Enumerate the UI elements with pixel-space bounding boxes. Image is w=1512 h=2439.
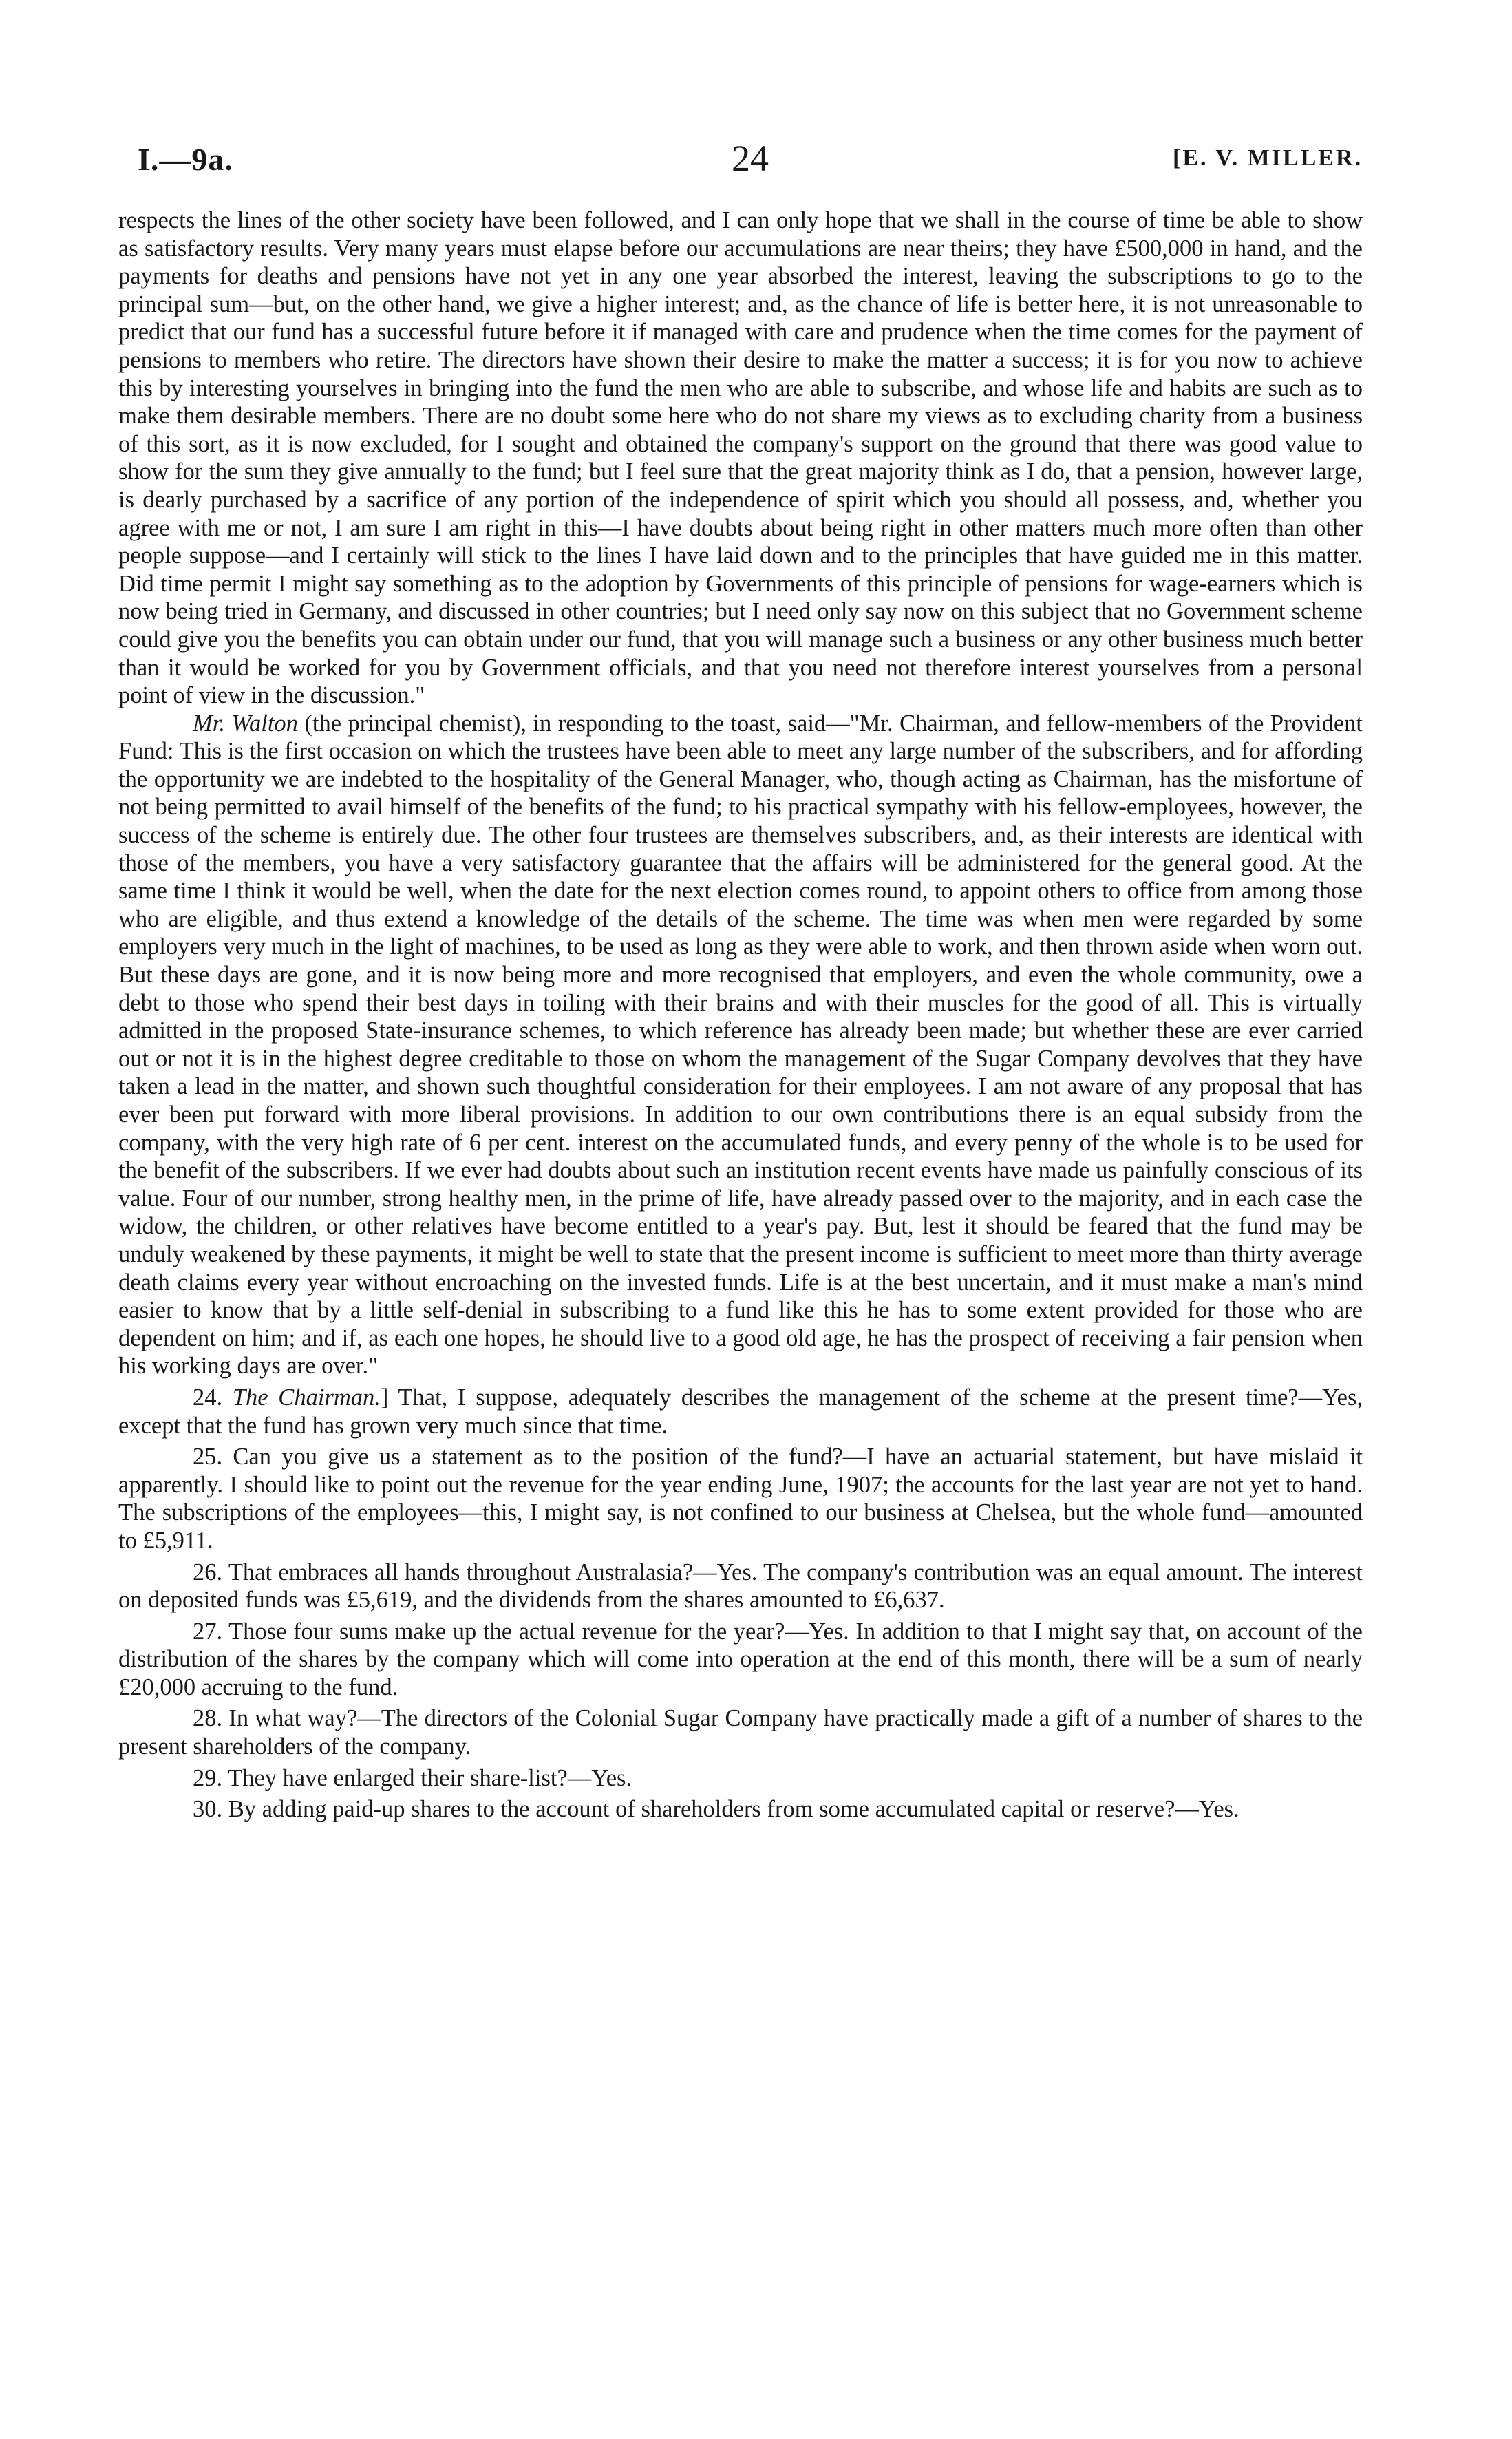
question-26: 26. That embraces all hands throughout Australasia?—Yes. The company's contribution was an equal amount. The interest on deposited funds was £5,619, and the dividends from the shares amounted to £6,637. [118, 1559, 1363, 1614]
paragraph-walton-speech: Mr. Walton (the principal chemist), in responding to the toast, said—"Mr. Chairman, and fellow-members of the Provident Fund: This is the first occasion on which the trustees have been able to meet any large number of the subscribers, and for affording the opportunity we are indebted to the hospitality of the General Manager, who, though acting as Chairman, has the misfortune of not being permitted to avail himself of the benefits of the fund; to his practical sympathy with his fellow-employees, however, the success of the scheme is entirely due. The other four trustees are themselves subscribers, and, as their interests are identical with those of the members, you have a very satisfactory guarantee that the affairs will be administered for the general good. At the same time I think it would be well, when the date for the next election comes round, to appoint others to office from among those who are eligible, and thus extend a knowledge of the details of the scheme. The time was when men were regarded by some employers very much in the light of machines, to be used as long as they were able to work, and then thrown aside when worn out. But these days are gone, and it is now being more and more recognised that employers, and even the whole community, owe a debt to those who spend their best days in toiling with their brains and with their muscles for the good of all. This is virtually admitted in the proposed State-insurance schemes, to which reference has already been made; but whether these are ever carried out or not it is in the highest degree creditable to those on whom the management of the Sugar Company devolves that they have taken a lead in the matter, and shown such thoughtful consideration for their employees. I am not aware of any proposal that has ever been put forward with more liberal provisions. In addition to our own contributions there is an equal subsidy from the company, with the very high rate of 6 per cent. interest on the accumulated funds, and every penny of the whole is to be used for the benefit of the subscribers. If we ever had doubts about such an institution recent events have made us painfully conscious of its value. Four of our number, strong healthy men, in the prime of life, have already passed over to the majority, and in each case the widow, the children, or other relatives have become entitled to a year's pay. But, lest it should be feared that the fund may be unduly weakened by these payments, it might be well to state that the present income is sufficient to meet more than thirty average death claims every year without encroaching on the invested funds. Life is at the best uncertain, and it must make a man's mind easier to know that by a little self-denial in subscribing to a fund like this he has to some extent provided for those who are dependent on him; and if, as each one hopes, he should live to a good old age, he has the prospect of receiving a fair pension when his working days are over." [118, 710, 1363, 1380]
paragraph-continuation: respects the lines of the other society have been followed, and I can only hope that we shall in the course of time be able to show as satisfactory results. Very many years must elapse before our accumulations are near theirs; they have £500,000 in hand, and the payments for deaths and pensions have not yet in any one year absorbed the interest, leaving the subscriptions to go to the principal sum—but, on the other hand, we give a higher interest; and, as the chance of life is better here, it is not unreasonable to predict that our fund has a successful future before it if managed with care and prudence when the time comes for the payment of pensions to members who retire. The directors have shown their desire to make the matter a success; it is for you now to achieve this by interesting yourselves in bringing into the fund the men who are able to subscribe, and whose life and habits are such as to make them desirable members. There are no doubt some here who do not share my views as to excluding charity from a business of this sort, as it is now excluded, for I sought and obtained the company's support on the ground that there was good value to show for the sum they give annually to the fund; but I feel sure that the great majority think as I do, that a pension, however large, is dearly purchased by a sacrifice of any portion of the independence of spirit which you should all possess, and, whether you agree with me or not, I am sure I am right in this—I have doubts about being right in other matters much more often than other people suppose—and I certainly will stick to the lines I have laid down and to the principles that have guided me in this matter. Did time permit I might say something as to the adoption by Governments of this principle of pensions for wage-earners which is now being tried in Germany, and discussed in other countries; but I need only say now on this subject that no Government scheme could give you the benefits you can obtain under our fund, that you will manage such a business or any other business much better than it would be worked for you by Government officials, and that you need not therefore interest yourselves from a personal point of view in the discussion." [118, 207, 1363, 709]
question-number: 30. [193, 1796, 223, 1823]
question-27: 27. Those four sums make up the actual revenue for the year?—Yes. In addition to that I might say that, on account of the distribution of the shares by the company which will come into operation at the end of this month, there will be a sum of nearly £20,000 accruing to the fund. [118, 1618, 1363, 1700]
speaker-name: The Chairman. [232, 1384, 381, 1411]
body-text [118, 207, 1363, 1824]
question-24: 24. The Chairman.] That, I suppose, adequately describes the management of the scheme at the present time?—Yes, except that the fund has grown very much since that time. [118, 1384, 1363, 1439]
question-number: 28. [193, 1705, 223, 1732]
speaker-name: Mr. Walton [193, 710, 298, 737]
page-header [138, 138, 1363, 189]
question-25: 25. Can you give us a statement as to the position of the fund?—I have an actuarial statement, but have mislaid it apparently. I should like to point out the revenue for the year ending June, 1907; the accounts for the last year are not yet to hand. The subscriptions of the employees—this, I might say, is not confined to our business at Chelsea, but the whole fund—amounted to £5,911. [118, 1444, 1363, 1554]
paper-reference: I.—9a. [138, 142, 233, 177]
page-number: 24 [732, 138, 769, 179]
question-number: 25. [193, 1444, 223, 1470]
question-number: 24. [193, 1384, 223, 1411]
question-28: 28. In what way?—The directors of the Colonial Sugar Company have practically made a gift of a number of shares to the present shareholders of the company. [118, 1705, 1363, 1760]
question-number: 29. [193, 1764, 223, 1791]
question-30: 30. By adding paid-up shares to the account of shareholders from some accumulated capital or reserve?—Yes. [193, 1796, 1239, 1823]
witness-name: [E. V. MILLER. [1173, 145, 1363, 171]
question-number: 27. [193, 1618, 223, 1645]
question-29: 29. They have enlarged their share-list?—Yes. [193, 1764, 632, 1791]
question-number: 26. [193, 1559, 223, 1585]
